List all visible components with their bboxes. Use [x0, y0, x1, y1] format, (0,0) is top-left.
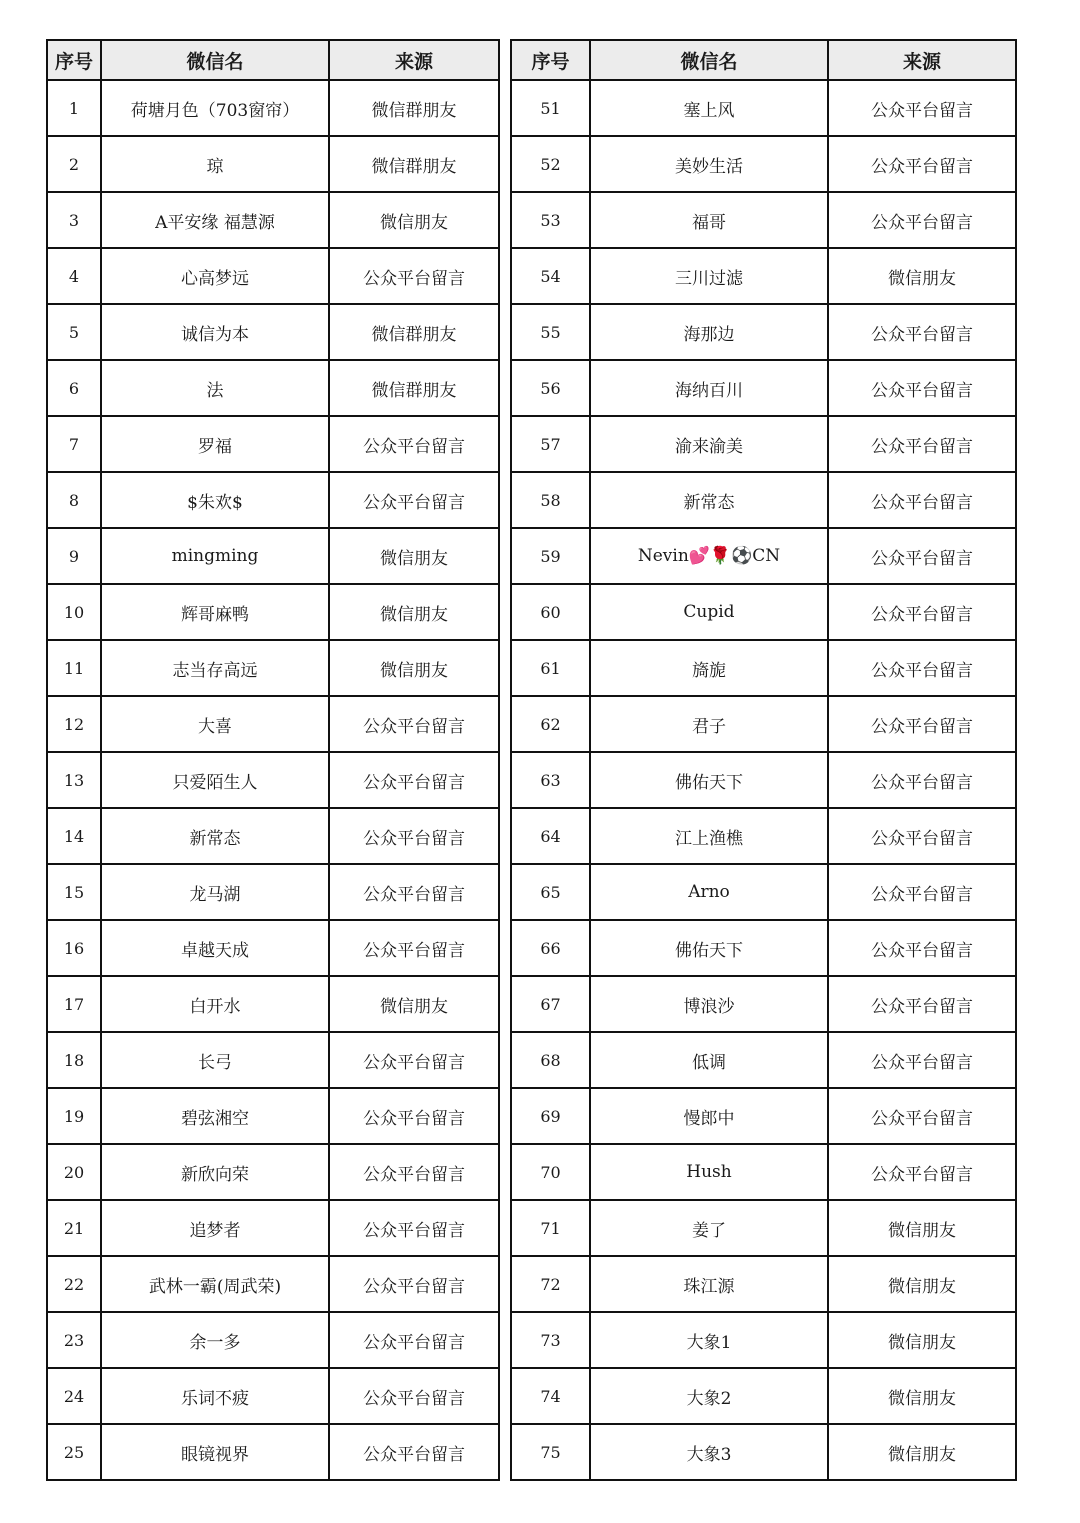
table-row: [511, 1088, 1016, 1144]
table-row: [511, 1200, 1016, 1256]
cell-index: 69: [511, 1088, 590, 1144]
cell-wechat-name: 大象1: [590, 1312, 828, 1368]
cell-source: 微信朋友: [828, 1256, 1016, 1312]
table-row: [47, 1088, 499, 1144]
table-row: [511, 584, 1016, 640]
cell-index: 5: [47, 304, 101, 360]
cell-source: 公众平台留言: [329, 1144, 499, 1200]
table-row: [511, 304, 1016, 360]
cell-index: 18: [47, 1032, 101, 1088]
header-wechat-name: 微信名: [101, 40, 329, 80]
cell-index: 11: [47, 640, 101, 696]
cell-source: 公众平台留言: [329, 1424, 499, 1480]
cell-wechat-name: 君子: [590, 696, 828, 752]
cell-index: 20: [47, 1144, 101, 1200]
cell-source: 公众平台留言: [329, 1368, 499, 1424]
cell-source: 公众平台留言: [828, 192, 1016, 248]
cell-wechat-name: 辉哥麻鸭: [101, 584, 329, 640]
table-row: [47, 1032, 499, 1088]
table-row: [511, 1424, 1016, 1480]
cell-index: 58: [511, 472, 590, 528]
cell-wechat-name: 大喜: [101, 696, 329, 752]
table-row: [47, 808, 499, 864]
cell-index: 66: [511, 920, 590, 976]
cell-index: 13: [47, 752, 101, 808]
cell-wechat-name: Nevin💕🌹⚽CN: [590, 528, 828, 584]
cell-index: 61: [511, 640, 590, 696]
header-wechat-name: 微信名: [590, 40, 828, 80]
cell-wechat-name: Cupid: [590, 584, 828, 640]
cell-source: 公众平台留言: [828, 696, 1016, 752]
cell-source: 公众平台留言: [828, 136, 1016, 192]
cell-index: 67: [511, 976, 590, 1032]
table-row: [511, 80, 1016, 136]
cell-wechat-name: Hush: [590, 1144, 828, 1200]
cell-source: 公众平台留言: [828, 864, 1016, 920]
cell-index: 55: [511, 304, 590, 360]
cell-index: 74: [511, 1368, 590, 1424]
table-row: [47, 976, 499, 1032]
header-source: 来源: [329, 40, 499, 80]
cell-index: 68: [511, 1032, 590, 1088]
cell-wechat-name: 志当存高远: [101, 640, 329, 696]
table-row: [511, 360, 1016, 416]
table-row: [511, 1368, 1016, 1424]
table-row: [511, 1312, 1016, 1368]
table-row: [511, 696, 1016, 752]
cell-wechat-name: 海那边: [590, 304, 828, 360]
cell-index: 15: [47, 864, 101, 920]
cell-wechat-name: 海纳百川: [590, 360, 828, 416]
cell-wechat-name: 眼镜视界: [101, 1424, 329, 1480]
cell-source: 公众平台留言: [329, 752, 499, 808]
cell-wechat-name: $朱欢$: [101, 472, 329, 528]
cell-source: 公众平台留言: [828, 1032, 1016, 1088]
cell-wechat-name: 低调: [590, 1032, 828, 1088]
cell-index: 51: [511, 80, 590, 136]
table-row: [47, 528, 499, 584]
cell-source: 公众平台留言: [828, 1088, 1016, 1144]
cell-source: 公众平台留言: [828, 360, 1016, 416]
cell-source: 微信群朋友: [329, 136, 499, 192]
cell-index: 2: [47, 136, 101, 192]
cell-wechat-name: 姜了: [590, 1200, 828, 1256]
table-row: [47, 1312, 499, 1368]
table-row: [511, 976, 1016, 1032]
table-row: [511, 416, 1016, 472]
cell-wechat-name: 大象3: [590, 1424, 828, 1480]
table-row: [511, 1256, 1016, 1312]
cell-index: 10: [47, 584, 101, 640]
cell-source: 公众平台留言: [828, 1144, 1016, 1200]
cell-index: 4: [47, 248, 101, 304]
cell-wechat-name: 旖旎: [590, 640, 828, 696]
cell-source: 微信朋友: [828, 1200, 1016, 1256]
cell-source: 公众平台留言: [329, 416, 499, 472]
cell-source: 微信朋友: [329, 528, 499, 584]
cell-index: 62: [511, 696, 590, 752]
table-row: [511, 864, 1016, 920]
cell-index: 24: [47, 1368, 101, 1424]
table-row: [511, 528, 1016, 584]
cell-wechat-name: 博浪沙: [590, 976, 828, 1032]
cell-wechat-name: 美妙生活: [590, 136, 828, 192]
table-row: [47, 192, 499, 248]
header-index: 序号: [511, 40, 590, 80]
cell-source: 公众平台留言: [828, 472, 1016, 528]
table-row: [511, 248, 1016, 304]
header-source: 来源: [828, 40, 1016, 80]
cell-wechat-name: 佛佑天下: [590, 920, 828, 976]
table-row: [511, 752, 1016, 808]
cell-wechat-name: 武林一霸(周武荣): [101, 1256, 329, 1312]
cell-index: 64: [511, 808, 590, 864]
cell-source: 微信朋友: [828, 1368, 1016, 1424]
table-row: [47, 920, 499, 976]
cell-index: 60: [511, 584, 590, 640]
table-row: [511, 472, 1016, 528]
cell-index: 9: [47, 528, 101, 584]
cell-source: 微信朋友: [828, 1424, 1016, 1480]
cell-wechat-name: 大象2: [590, 1368, 828, 1424]
cell-wechat-name: 慢郎中: [590, 1088, 828, 1144]
cell-index: 23: [47, 1312, 101, 1368]
cell-source: 公众平台留言: [329, 1256, 499, 1312]
cell-source: 公众平台留言: [828, 920, 1016, 976]
cell-wechat-name: Arno: [590, 864, 828, 920]
cell-source: 公众平台留言: [329, 1088, 499, 1144]
cell-wechat-name: 罗福: [101, 416, 329, 472]
table-row: [47, 136, 499, 192]
table-row: [47, 864, 499, 920]
table-row: [47, 640, 499, 696]
cell-index: 53: [511, 192, 590, 248]
cell-source: 公众平台留言: [828, 584, 1016, 640]
participant-table-right: [510, 39, 1017, 1481]
cell-wechat-name: 追梦者: [101, 1200, 329, 1256]
cell-source: 公众平台留言: [329, 808, 499, 864]
cell-index: 6: [47, 360, 101, 416]
cell-wechat-name: 新欣向荣: [101, 1144, 329, 1200]
cell-wechat-name: 荷塘月色（703窗帘）: [101, 80, 329, 136]
cell-wechat-name: 龙马湖: [101, 864, 329, 920]
table-row: [47, 1424, 499, 1480]
header-row: [47, 40, 499, 80]
cell-index: 57: [511, 416, 590, 472]
table-row: [47, 80, 499, 136]
table-row: [47, 1256, 499, 1312]
cell-wechat-name: 佛佑天下: [590, 752, 828, 808]
cell-index: 16: [47, 920, 101, 976]
cell-wechat-name: 长弓: [101, 1032, 329, 1088]
cell-index: 12: [47, 696, 101, 752]
table-row: [47, 1200, 499, 1256]
table-row: [47, 1368, 499, 1424]
cell-index: 75: [511, 1424, 590, 1480]
header-row: [511, 40, 1016, 80]
cell-source: 微信朋友: [828, 1312, 1016, 1368]
cell-wechat-name: 江上渔樵: [590, 808, 828, 864]
cell-source: 微信朋友: [329, 640, 499, 696]
cell-source: 微信朋友: [329, 192, 499, 248]
cell-wechat-name: 福哥: [590, 192, 828, 248]
cell-source: 公众平台留言: [828, 80, 1016, 136]
cell-index: 1: [47, 80, 101, 136]
table-row: [47, 360, 499, 416]
cell-source: 公众平台留言: [329, 920, 499, 976]
cell-index: 17: [47, 976, 101, 1032]
cell-source: 公众平台留言: [329, 1200, 499, 1256]
cell-wechat-name: 新常态: [101, 808, 329, 864]
cell-wechat-name: 新常态: [590, 472, 828, 528]
cell-index: 25: [47, 1424, 101, 1480]
table-row: [511, 136, 1016, 192]
table-row: [511, 640, 1016, 696]
cell-index: 3: [47, 192, 101, 248]
cell-wechat-name: 诚信为本: [101, 304, 329, 360]
cell-index: 73: [511, 1312, 590, 1368]
table-row: [511, 1032, 1016, 1088]
table-row: [47, 248, 499, 304]
cell-source: 微信群朋友: [329, 360, 499, 416]
cell-source: 公众平台留言: [828, 752, 1016, 808]
cell-source: 公众平台留言: [329, 696, 499, 752]
cell-index: 22: [47, 1256, 101, 1312]
cell-source: 公众平台留言: [828, 976, 1016, 1032]
cell-wechat-name: 碧弦湘空: [101, 1088, 329, 1144]
table-row: [47, 416, 499, 472]
header-index: 序号: [47, 40, 101, 80]
cell-index: 52: [511, 136, 590, 192]
cell-wechat-name: 心高梦远: [101, 248, 329, 304]
cell-wechat-name: 余一多: [101, 1312, 329, 1368]
cell-index: 59: [511, 528, 590, 584]
cell-wechat-name: 渝来渝美: [590, 416, 828, 472]
table-row: [47, 304, 499, 360]
cell-index: 8: [47, 472, 101, 528]
cell-index: 56: [511, 360, 590, 416]
cell-source: 公众平台留言: [828, 304, 1016, 360]
cell-index: 54: [511, 248, 590, 304]
cell-wechat-name: 法: [101, 360, 329, 416]
table-row: [47, 696, 499, 752]
cell-wechat-name: 卓越天成: [101, 920, 329, 976]
cell-source: 公众平台留言: [329, 1312, 499, 1368]
table-row: [511, 808, 1016, 864]
cell-wechat-name: 只爱陌生人: [101, 752, 329, 808]
cell-wechat-name: 白开水: [101, 976, 329, 1032]
participant-table-left: [46, 39, 500, 1481]
table-row: [47, 472, 499, 528]
cell-index: 19: [47, 1088, 101, 1144]
cell-index: 7: [47, 416, 101, 472]
cell-source: 微信群朋友: [329, 80, 499, 136]
table-row: [511, 920, 1016, 976]
cell-wechat-name: 三川过滤: [590, 248, 828, 304]
cell-index: 72: [511, 1256, 590, 1312]
cell-index: 21: [47, 1200, 101, 1256]
table-row: [47, 752, 499, 808]
cell-source: 公众平台留言: [329, 1032, 499, 1088]
table-row: [511, 192, 1016, 248]
table-row: [47, 1144, 499, 1200]
cell-source: 微信朋友: [329, 976, 499, 1032]
cell-source: 公众平台留言: [828, 528, 1016, 584]
table-body-right: [511, 80, 1016, 1480]
cell-source: 微信朋友: [828, 248, 1016, 304]
cell-source: 微信群朋友: [329, 304, 499, 360]
cell-index: 70: [511, 1144, 590, 1200]
cell-wechat-name: A平安缘 福慧源: [101, 192, 329, 248]
cell-index: 71: [511, 1200, 590, 1256]
cell-wechat-name: 琼: [101, 136, 329, 192]
table-row: [47, 584, 499, 640]
cell-wechat-name: 乐词不疲: [101, 1368, 329, 1424]
table-row: [511, 1144, 1016, 1200]
cell-wechat-name: mingming: [101, 528, 329, 584]
cell-source: 公众平台留言: [828, 808, 1016, 864]
cell-index: 65: [511, 864, 590, 920]
cell-source: 微信朋友: [329, 584, 499, 640]
cell-source: 公众平台留言: [329, 248, 499, 304]
cell-source: 公众平台留言: [329, 864, 499, 920]
cell-source: 公众平台留言: [329, 472, 499, 528]
cell-index: 14: [47, 808, 101, 864]
cell-wechat-name: 珠江源: [590, 1256, 828, 1312]
cell-wechat-name: 塞上风: [590, 80, 828, 136]
cell-source: 公众平台留言: [828, 416, 1016, 472]
table-body-left: [47, 80, 499, 1480]
cell-source: 公众平台留言: [828, 640, 1016, 696]
cell-index: 63: [511, 752, 590, 808]
